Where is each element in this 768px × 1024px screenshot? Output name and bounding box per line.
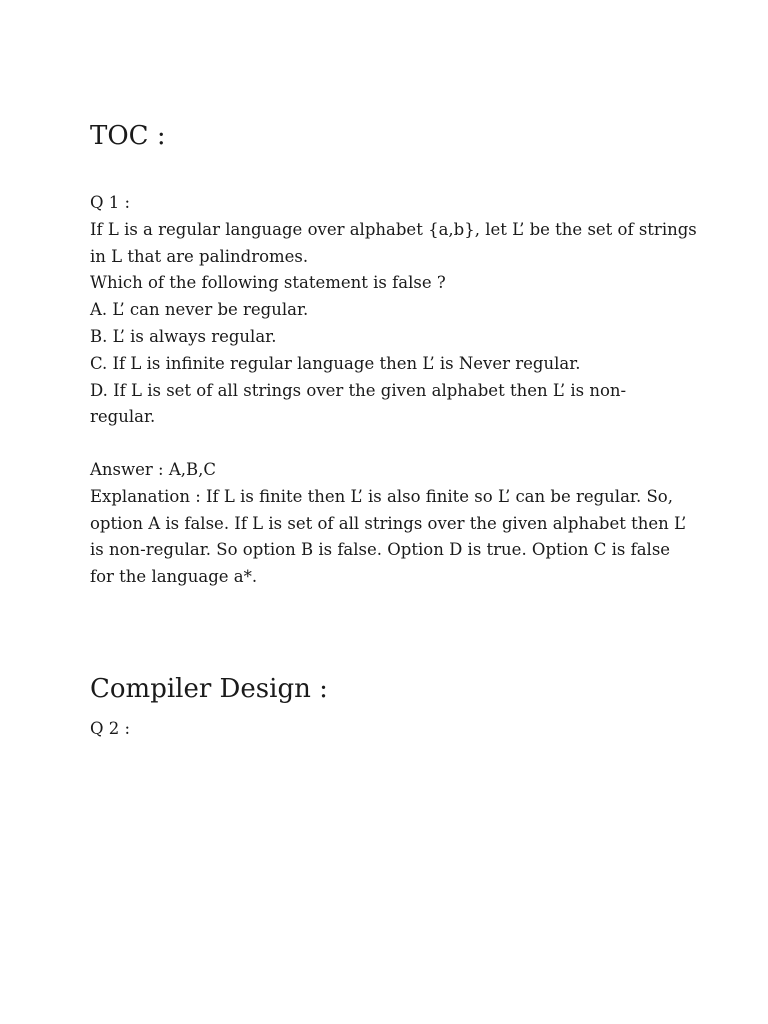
option-b: B. L’ is always regular. [90, 326, 277, 346]
question-2-block [90, 716, 680, 743]
option-d-continued: regular. [90, 407, 156, 427]
explanation-line: Explanation : If L is finite then L’ is also finite so L’ can be regular. So, [90, 486, 673, 506]
question-label: Q 2 : [90, 719, 131, 738]
explanation-line: is non-regular. So option B is false. Option D is true. Option C is false [90, 540, 671, 560]
question-1-block [90, 190, 697, 431]
option-d: D. If L is set of all strings over the given alphabet then L’ is non- [90, 380, 627, 400]
explanation-line: for the language a*. [90, 567, 258, 587]
explanation-line: option A is false. If L is set of all strings over the given alphabet then L’ [90, 513, 687, 533]
question-text-line: If L is a regular language over alphabet {a,b}, let L’ be the set of strings [90, 219, 697, 239]
answer-text: Answer : A,B,C [90, 460, 216, 479]
section-heading-compiler-design: Compiler Design : [90, 674, 328, 704]
question-label: Q 1 : [90, 193, 131, 212]
question-text-line: in L that are palindromes. [90, 246, 309, 266]
option-a: A. L’ can never be regular. [90, 300, 309, 320]
section-heading-toc: TOC : [90, 121, 166, 151]
answer-block [90, 457, 687, 591]
option-c: C. If L is infinite regular language then L’ is Never regular. [90, 353, 581, 373]
question-text-line: Which of the following statement is false ? [90, 273, 446, 293]
